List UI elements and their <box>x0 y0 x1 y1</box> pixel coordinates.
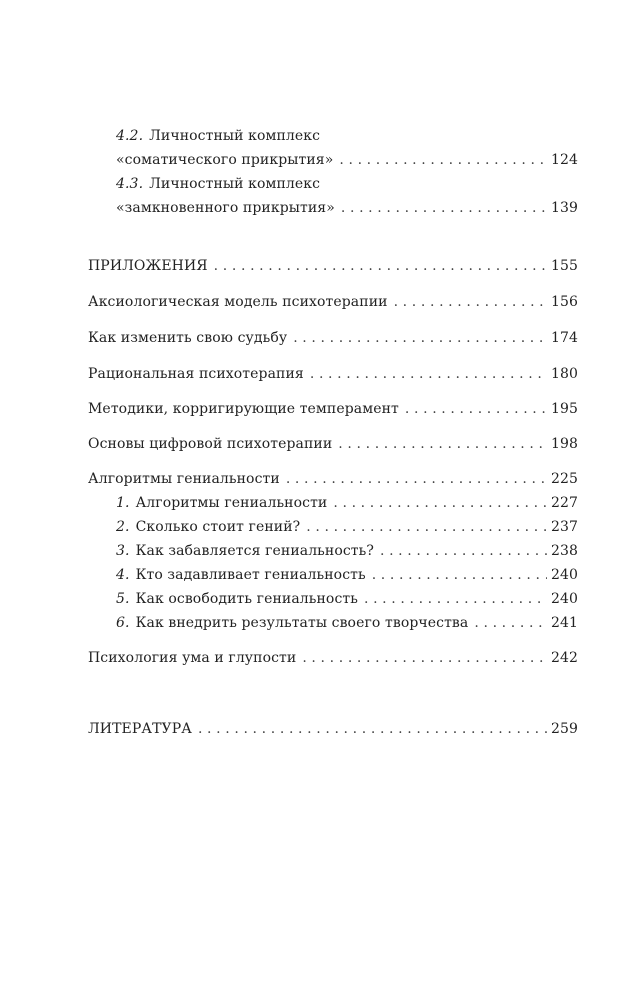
toc-entry-number: 5. <box>116 591 130 607</box>
toc-entry-number: 3. <box>116 543 130 559</box>
dot-leader <box>286 469 547 489</box>
toc-page-number: 198 <box>550 436 578 452</box>
toc-entry-title: Методики, корригирующие темперамент <box>88 401 399 417</box>
dot-leader <box>338 434 547 454</box>
dot-leader <box>214 256 547 276</box>
toc-subentry[interactable] <box>116 565 578 589</box>
toc-page-number: 180 <box>550 366 578 382</box>
dot-leader <box>405 399 547 419</box>
toc-entry-change-fate[interactable] <box>88 328 578 352</box>
dot-leader <box>372 565 547 585</box>
toc-entry-axiological[interactable] <box>88 292 578 316</box>
dot-leader <box>198 719 547 739</box>
toc-subentry[interactable] <box>116 613 578 637</box>
toc-subentry[interactable] <box>116 589 578 613</box>
toc-page-number: 174 <box>550 330 578 346</box>
toc-entry-number: 1. <box>116 495 130 511</box>
toc-entry-title: Рациональная психотерапия <box>88 366 304 382</box>
dot-leader <box>339 150 547 170</box>
dot-leader <box>302 648 547 668</box>
toc-entry-title: Как забавляется гениальность? <box>135 543 374 559</box>
toc-entry-number: 2. <box>116 519 130 535</box>
toc-page-number: 242 <box>550 650 578 666</box>
toc-entry-number: 4.3. <box>116 176 144 192</box>
toc-entry-title: Кто задавливает гениальность <box>135 567 366 583</box>
dot-leader <box>333 493 547 513</box>
toc-entry-title-cont: «замкновенного прикрытия» <box>116 200 335 216</box>
dot-leader <box>341 198 547 218</box>
toc-entry-4-3[interactable] <box>116 174 578 222</box>
toc-entry-title: Личностный комплекс <box>149 128 321 144</box>
toc-page-number: 241 <box>550 615 578 631</box>
dot-leader <box>310 364 547 384</box>
dot-leader <box>380 541 547 561</box>
toc-page-number: 225 <box>550 471 578 487</box>
toc-entry-title: Основы цифровой психотерапии <box>88 436 333 452</box>
toc-page-number: 238 <box>550 543 578 559</box>
toc-page-number: 240 <box>550 591 578 607</box>
toc-page-number: 156 <box>550 294 578 310</box>
dot-leader <box>306 517 547 537</box>
dot-leader <box>293 328 547 348</box>
toc-entry-title: Психология ума и глупости <box>88 650 297 666</box>
toc-entry-number: 4. <box>116 567 130 583</box>
toc-entry-title: Как изменить свою судьбу <box>88 330 288 346</box>
dot-leader <box>474 613 547 633</box>
toc-page-number: 195 <box>550 401 578 417</box>
toc-entry-title: Личностный комплекс <box>149 176 321 192</box>
toc-entry-title-cont: «соматического прикрытия» <box>116 152 334 168</box>
toc-entry-title: Как освободить гениальность <box>135 591 358 607</box>
toc-page-number: 227 <box>550 495 578 511</box>
toc-subentry[interactable] <box>116 517 578 541</box>
toc-entry-literature[interactable] <box>88 719 578 743</box>
toc-entry-appendices[interactable] <box>88 256 578 280</box>
dot-leader <box>394 292 547 312</box>
toc-entry-number: 6. <box>116 615 130 631</box>
toc-page-number: 237 <box>550 519 578 535</box>
toc-entry-title: ЛИТЕРАТУРА <box>88 721 192 737</box>
toc-subentry[interactable] <box>116 541 578 565</box>
toc-entry-temperament[interactable] <box>88 399 578 423</box>
dot-leader <box>364 589 547 609</box>
toc-page-number: 124 <box>550 152 578 168</box>
toc-entry-4-2[interactable] <box>116 126 578 174</box>
toc-page-number: 139 <box>550 200 578 216</box>
toc-entry-title: Аксиологическая модель психотерапии <box>88 294 388 310</box>
toc-page-number: 155 <box>550 258 578 274</box>
toc-entry-title: Как внедрить результаты своего творчества <box>135 615 469 631</box>
toc-entry-number: 4.2. <box>116 128 144 144</box>
toc-entry-digital[interactable] <box>88 434 578 458</box>
toc-entry-rational[interactable] <box>88 364 578 388</box>
toc-entry-title: Сколько стоит гений? <box>135 519 301 535</box>
toc-entry-title: Алгоритмы гениальности <box>88 471 280 487</box>
toc-page-number: 240 <box>550 567 578 583</box>
toc-entry-mind[interactable] <box>88 648 578 672</box>
toc-entry-title: Алгоритмы гениальности <box>135 495 328 511</box>
toc-page-number: 259 <box>550 721 578 737</box>
toc-subentry[interactable] <box>116 493 578 517</box>
toc-entry-genius[interactable] <box>88 469 578 493</box>
toc-entry-title: ПРИЛОЖЕНИЯ <box>88 258 208 274</box>
